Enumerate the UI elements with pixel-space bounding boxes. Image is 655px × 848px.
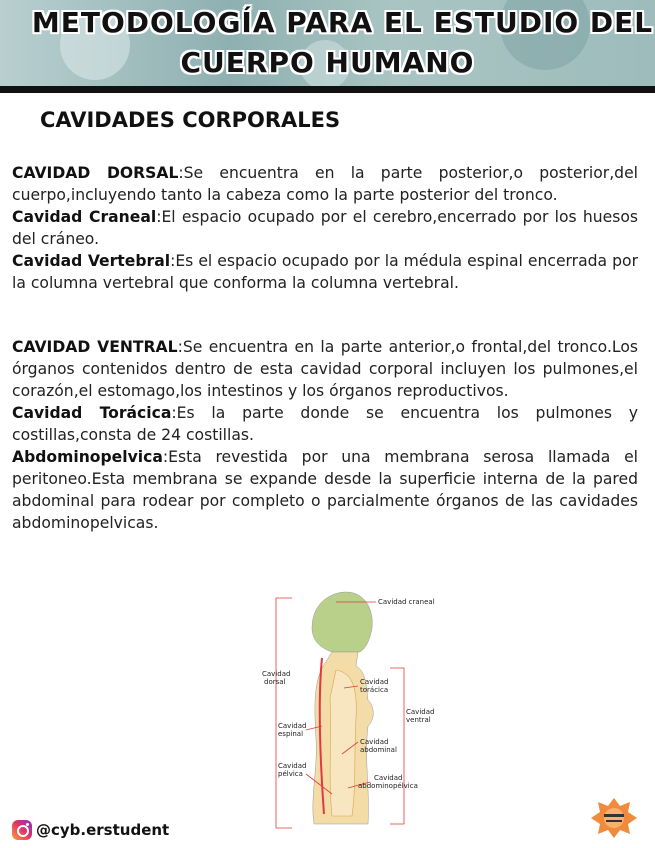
label-abdominal-2: abdominal <box>360 746 397 754</box>
label-ventral-2: ventral <box>406 716 431 724</box>
term-abdominopelvica: Abdominopelvica <box>12 448 163 466</box>
label-abdominopelvica-2: abdominopélvica <box>358 782 418 790</box>
header-divider <box>0 86 655 93</box>
ventral-cavity-shape <box>330 670 356 816</box>
term-toracica: Cavidad Torácica <box>12 404 172 422</box>
label-toracica-2: torácica <box>360 686 389 694</box>
dorsal-text-block <box>12 162 638 294</box>
paragraph-dorsal <box>12 162 638 206</box>
paragraph-abdominopelvica <box>12 446 638 534</box>
page-title-line1: METODOLOGÍA PARA EL ESTUDIO DEL <box>31 6 654 39</box>
ventral-text-block <box>12 336 638 534</box>
term-dorsal: CAVIDAD DORSAL <box>12 164 179 182</box>
label-espinal-2: espinal <box>278 730 304 738</box>
term-ventral: CAVIDAD VENTRAL <box>12 338 178 356</box>
header-banner <box>0 0 655 88</box>
instagram-icon <box>12 820 32 840</box>
label-espinal-1: Cavidad <box>278 722 307 730</box>
page-title-line2: CUERPO HUMANO <box>180 46 475 79</box>
term-craneal: Cavidad Craneal <box>12 208 157 226</box>
section-title: CAVIDADES CORPORALES <box>40 108 341 132</box>
text-ventral: :Se encuentra en la parte anterior,o frontal,del tronco.Los órganos contenidos dentro de esta cavidad corporal incluyen los pulmones,el corazón,el estomago,los intestinos y los órganos reproductivos. <box>12 338 638 400</box>
paragraph-toracica <box>12 402 638 446</box>
text-abdominopelvica: :Esta revestida por una membrana serosa llamada el peritoneo.Esta membrana se expande desde la superficie interna de la pared abdominal para rodear por completo o parcialmente órganos de las cavidades abdominopelvicas. <box>12 448 638 532</box>
paragraph-ventral <box>12 336 638 402</box>
brand-logo <box>590 796 638 840</box>
label-dorsal-1: Cavidad <box>262 670 291 678</box>
label-ventral-1: Cavidad <box>406 708 435 716</box>
body-cavities-diagram <box>240 588 440 834</box>
text-dorsal: :Se encuentra en la parte posterior,o posterior,del cuerpo,incluyendo tanto la cabeza como la parte posterior del tronco. <box>12 164 638 204</box>
label-abdominal-1: Cavidad <box>360 738 389 746</box>
paragraph-vertebral <box>12 250 638 294</box>
term-vertebral: Cavidad Vertebral <box>12 252 171 270</box>
text-craneal: :El espacio ocupado por el cerebro,encerrado por los huesos del cráneo. <box>12 208 638 248</box>
dorsal-bracket <box>276 598 292 828</box>
label-dorsal-2: dorsal <box>264 678 286 686</box>
label-craneal: Cavidad craneal <box>378 598 435 606</box>
paragraph-craneal <box>12 206 638 250</box>
label-abdominopelvica-1: Cavidad <box>374 774 403 782</box>
handle-text: @cyb.erstudent <box>36 821 170 839</box>
head-shape <box>312 592 372 652</box>
label-toracica-1: Cavidad <box>360 678 389 686</box>
instagram-handle[interactable] <box>12 820 169 840</box>
label-pelvica-2: pélvica <box>278 770 303 778</box>
label-pelvica-1: Cavidad <box>278 762 307 770</box>
text-vertebral: :Es el espacio ocupado por la médula espinal encerrada por la columna vertebral que conforma la columna vertebral. <box>12 252 638 292</box>
text-toracica: :Es la parte donde se encuentra los pulmones y costillas,consta de 24 costillas. <box>12 404 638 444</box>
